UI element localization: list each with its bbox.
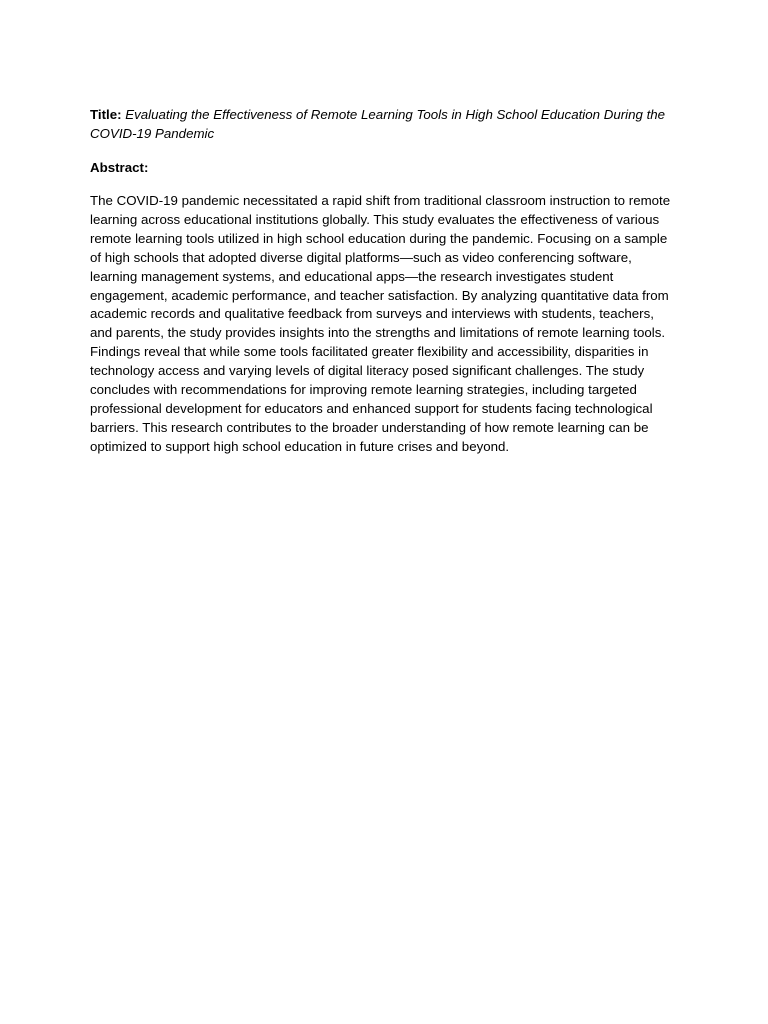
abstract-body: The COVID-19 pandemic necessitated a rapid shift from traditional classroom instruction to remote learning across educational institutions globally. This study evaluates the effectiveness of various remote learning tools utilized in high school education during the pandemic. Focusing on a sample of high schools that adopted diverse digital platforms—such as video conferencing software, learning management systems, and educational apps—the research investigates student engagement, academic performance, and teacher satisfaction. By analyzing quantitative data from academic records and qualitative feedback from surveys and interviews with students, teachers, and parents, the study provides insights into the strengths and limitations of remote learning tools. Findings reveal that while some tools facilitated greater flexibility and accessibility, disparities in technology access and varying levels of digital literacy posed significant challenges. The study concludes with recommendations for improving remote learning strategies, including targeted professional development for educators and enhanced support for students facing technological barriers. This research contributes to the broader understanding of how remote learning can be optimized to support high school education in future crises and beyond. (90, 193, 671, 454)
document-page (90, 105, 678, 457)
abstract-heading: Abstract: (90, 160, 149, 175)
title-text: Evaluating the Effectiveness of Remote Learning Tools in High School Education During the COVID-19 Pandemic (90, 107, 666, 141)
document-title (90, 105, 678, 143)
title-label: Title: (90, 107, 122, 122)
